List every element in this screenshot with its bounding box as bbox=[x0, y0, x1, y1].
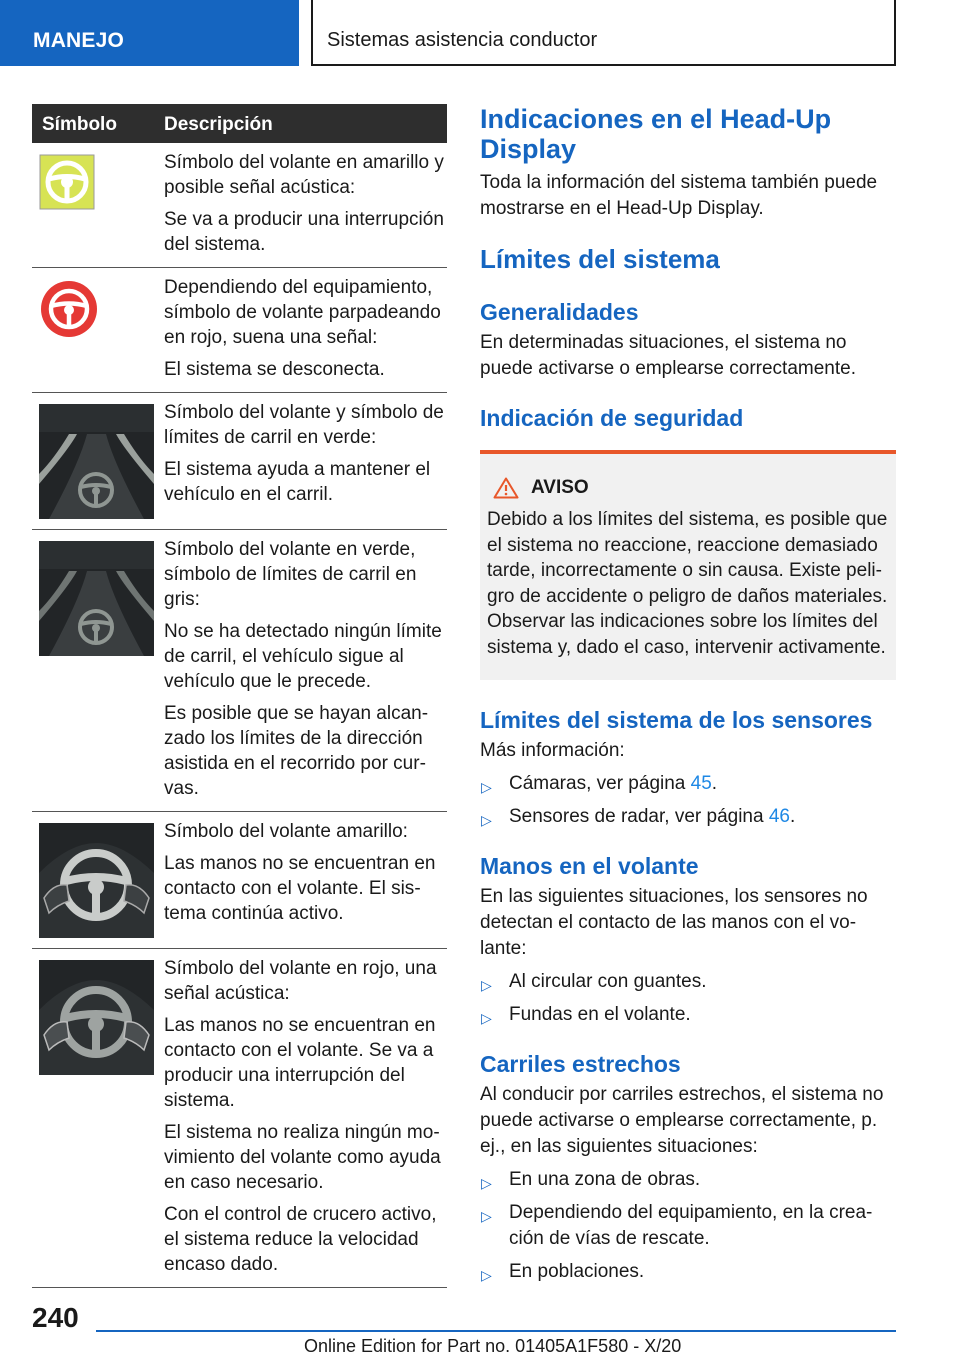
row-text: Es posible que se hayan alcanzado los límites de la dirección asistida en el recorrido por curvas. bbox=[164, 703, 429, 799]
hands-list bbox=[480, 969, 896, 1028]
list-item: ▷ Al circular con guantes. bbox=[480, 969, 896, 995]
list-item: ▷ Cámaras, ver página 45. bbox=[480, 771, 896, 797]
row-text: Las manos no se encuentran en contacto con el volante. El sistema continúa activo. bbox=[164, 853, 436, 924]
table-row bbox=[32, 949, 447, 1288]
row-text: El sistema ayuda a mantener el vehículo en el carril. bbox=[164, 459, 431, 505]
row-text: El sistema no realiza ningún movimiento del volante como ayuda en caso necesario. bbox=[164, 1122, 441, 1193]
steering-wheel-red-icon bbox=[39, 279, 99, 339]
warning-label: AVISO bbox=[531, 477, 589, 498]
narrow-list bbox=[480, 1167, 896, 1285]
table-row bbox=[32, 530, 447, 812]
table-row bbox=[32, 268, 447, 393]
heading-safety: Indicación de seguridad bbox=[480, 405, 744, 431]
heading-hud: Indicaciones en el Head-Up Display bbox=[480, 104, 832, 164]
column-header-symbol: Símbolo bbox=[42, 114, 117, 135]
heading-hands-on-wheel: Manos en el volante bbox=[480, 853, 699, 879]
chapter-title: Sistemas asistencia conductor bbox=[327, 29, 598, 51]
right-column bbox=[480, 104, 896, 1285]
row-text: Símbolo del volante amarillo: bbox=[164, 821, 408, 842]
symbol-table bbox=[32, 104, 447, 1288]
page-link[interactable]: 46 bbox=[768, 806, 790, 827]
heading-sensor-limits: Límites del sistema de los sensores bbox=[480, 707, 873, 733]
section-tab bbox=[0, 0, 299, 66]
lane-limits-green-icon bbox=[39, 404, 154, 519]
row-text: Símbolo del volante en amarillo y posible señal acústica: bbox=[164, 152, 444, 198]
list-item: ▷ Sensores de radar, ver página 46. bbox=[480, 804, 896, 830]
heading-narrow-lanes: Carriles estrechos bbox=[480, 1051, 681, 1077]
heading-system-limits: Límites del sistema bbox=[480, 244, 720, 274]
table-row bbox=[32, 393, 447, 530]
section-title: MANEJO bbox=[33, 29, 125, 52]
row-text: Dependiendo del equipamiento, símbolo de volante parpadeando en rojo, suena una señal: bbox=[164, 277, 441, 348]
row-text: Con el control de crucero activo, el sistema reduce la velocidad encaso dado. bbox=[164, 1204, 437, 1275]
page-number: 240 bbox=[32, 1302, 79, 1333]
footer-edition: Online Edition for Part no. 01405A1F580 - X/20 bbox=[304, 1336, 682, 1356]
row-text: Símbolo del volante y símbolo de límites de carril en verde: bbox=[164, 402, 444, 448]
steering-wheel-yellow-icon bbox=[39, 154, 95, 210]
list-item: ▷ Fundas en el volante. bbox=[480, 1002, 896, 1028]
bullet-triangle-icon: ▷ bbox=[481, 779, 492, 795]
hands-on-wheel-red-icon bbox=[39, 960, 154, 1075]
lane-limits-grey-icon bbox=[39, 541, 154, 656]
page-link[interactable]: 45 bbox=[690, 773, 712, 794]
hands-on-wheel-yellow-icon bbox=[39, 823, 154, 938]
bullet-triangle-icon: ▷ bbox=[481, 1010, 492, 1026]
column-header-description: Descripción bbox=[164, 114, 273, 135]
paragraph-general: En determinadas situaciones, el sistema no puede activarse o emplearse correctamente. bbox=[480, 332, 856, 379]
warning-box bbox=[480, 450, 896, 680]
sensors-list bbox=[480, 771, 896, 830]
footer-divider bbox=[96, 1330, 896, 1332]
table-header bbox=[32, 104, 447, 143]
row-text: Se va a producir una interrupción del sistema. bbox=[164, 209, 444, 255]
bullet-triangle-icon: ▷ bbox=[481, 977, 492, 993]
chapter-tab bbox=[311, 0, 896, 66]
paragraph-hands: En las siguientes situaciones, los sensores no detectan el contacto de las manos con el volante: bbox=[480, 886, 868, 959]
warning-triangle-icon bbox=[493, 477, 519, 499]
table-row bbox=[32, 812, 447, 949]
list-item: ▷ En poblaciones. bbox=[480, 1259, 896, 1285]
row-text: El sistema se desconecta. bbox=[164, 359, 385, 380]
paragraph-narrow: Al conducir por carriles estrechos, el sistema no puede activarse o emplearse correctamente, p. ej., en las siguientes situaciones: bbox=[480, 1084, 884, 1157]
warning-text: Debido a los límites del sistema, es posible que el sistema no reaccione, reaccione demasiado tarde, incorrectamente o sin causa. Existe peligro de accidente o peligro de daños materiales. Observar las indicaciones sobre los límites del sistema y, dado el caso, intervenir activamente. bbox=[487, 509, 888, 658]
bullet-triangle-icon: ▷ bbox=[481, 812, 492, 828]
row-text: Símbolo del volante en verde, símbolo de límites de carril en gris: bbox=[164, 539, 417, 610]
row-text: No se ha detectado ningún límite de carril, el vehículo sigue al vehículo que le precede. bbox=[164, 621, 442, 692]
row-text: Las manos no se encuentran en contacto con el volante. Se va a producir una interrupción del sistema. bbox=[164, 1015, 436, 1111]
bullet-triangle-icon: ▷ bbox=[481, 1208, 492, 1224]
list-item: ▷ En una zona de obras. bbox=[480, 1167, 896, 1193]
list-item: ▷ Dependiendo del equipamiento, en la creación de vías de rescate. bbox=[481, 1202, 873, 1249]
bullet-triangle-icon: ▷ bbox=[481, 1175, 492, 1191]
paragraph-hud: Toda la información del sistema también puede mostrarse en el Head-Up Display. bbox=[480, 172, 878, 219]
paragraph-sensors: Más información: bbox=[480, 740, 625, 761]
bullet-triangle-icon: ▷ bbox=[481, 1267, 492, 1283]
heading-general: Generalidades bbox=[480, 299, 639, 325]
row-text: Símbolo del volante en rojo, una señal acústica: bbox=[164, 958, 437, 1004]
table-row bbox=[32, 143, 447, 268]
